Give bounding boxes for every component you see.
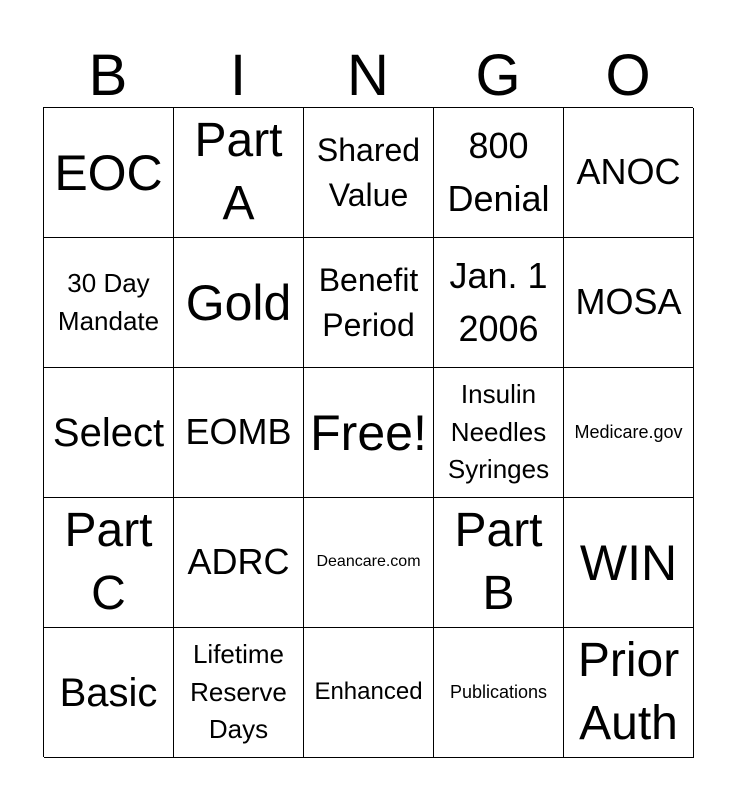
- bingo-cell[interactable]: [304, 498, 434, 628]
- header-letter-o: O: [605, 43, 651, 108]
- cell-label: ANOC: [576, 151, 681, 193]
- bingo-cell[interactable]: [304, 628, 434, 758]
- cell-label: Select: [52, 410, 165, 455]
- bingo-cell[interactable]: [434, 108, 564, 238]
- cell-label: Benefit Period: [318, 261, 419, 343]
- cell-label: Lifetime Reserve Days: [190, 638, 287, 745]
- cell-label: Prior Auth: [577, 634, 680, 750]
- bingo-cell[interactable]: [564, 108, 694, 238]
- bingo-cell[interactable]: [174, 108, 304, 238]
- cell-label: Jan. 1 2006: [449, 255, 548, 349]
- cell-label: Insulin Needles Syringes: [447, 378, 550, 485]
- bingo-cell[interactable]: [304, 238, 434, 368]
- header-letter-i: I: [229, 43, 247, 108]
- bingo-cell free-space[interactable]: [304, 368, 434, 498]
- cell-label: Publications: [449, 681, 548, 702]
- cell-label: MOSA: [575, 281, 682, 323]
- header-letter-g: G: [475, 43, 521, 108]
- bingo-cell[interactable]: [434, 628, 564, 758]
- bingo-cell[interactable]: [564, 498, 694, 628]
- bingo-cell[interactable]: [174, 368, 304, 498]
- cell-label: 30 Day Mandate: [57, 267, 160, 336]
- cell-label: ADRC: [187, 541, 290, 583]
- cell-label: Gold: [185, 274, 292, 331]
- bingo-cell[interactable]: [44, 238, 174, 368]
- cell-label: Shared Value: [316, 131, 421, 213]
- cell-label: Medicare.gov: [574, 421, 683, 442]
- bingo-cell[interactable]: [44, 628, 174, 758]
- bingo-cell[interactable]: [174, 238, 304, 368]
- bingo-cell[interactable]: [564, 628, 694, 758]
- cell-label: Free!: [310, 404, 427, 461]
- header-letter-n: N: [347, 43, 389, 108]
- bingo-cell[interactable]: [44, 498, 174, 628]
- bingo-cell[interactable]: [174, 498, 304, 628]
- header-letter-b: B: [88, 43, 128, 108]
- cell-label: Deancare.com: [316, 553, 421, 571]
- bingo-cell[interactable]: [434, 368, 564, 498]
- bingo-cell[interactable]: [434, 498, 564, 628]
- bingo-board: [43, 107, 693, 757]
- bingo-cell[interactable]: [44, 368, 174, 498]
- bingo-cell[interactable]: [44, 108, 174, 238]
- cell-label: EOC: [54, 144, 163, 201]
- bingo-cell[interactable]: [434, 238, 564, 368]
- cell-label: EOMB: [185, 411, 292, 453]
- cell-label: Basic: [59, 670, 158, 715]
- bingo-cell[interactable]: [564, 368, 694, 498]
- bingo-header: [43, 40, 693, 108]
- cell-label: Part A: [194, 114, 283, 230]
- cell-label: Part B: [454, 504, 543, 620]
- cell-label: Part C: [64, 504, 153, 620]
- cell-label: Enhanced: [314, 678, 423, 706]
- bingo-cell[interactable]: [174, 628, 304, 758]
- bingo-cell[interactable]: [304, 108, 434, 238]
- cell-label: 800 Denial: [447, 125, 550, 219]
- cell-label: WIN: [579, 534, 678, 591]
- bingo-cell[interactable]: [564, 238, 694, 368]
